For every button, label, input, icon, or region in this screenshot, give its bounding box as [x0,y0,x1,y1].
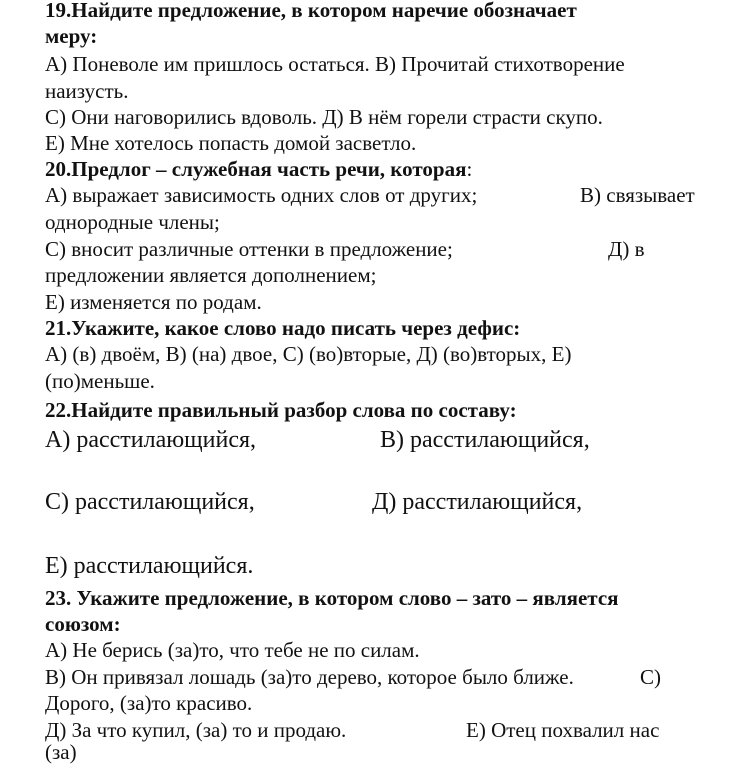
q22-option-a: А) расстилающийся, [45,427,257,453]
q22-title: 22.Найдите правильный разбор слова по составу: [45,398,517,422]
q20-title [45,157,472,181]
q20-option-b: В) связывает [580,183,695,207]
q23-title-line-2: союзом: [45,612,121,636]
q20-option-e: Е) изменяется по родам. [45,290,262,314]
q20-option-d: Д) в [608,237,645,261]
q23-option-c: С) [640,665,661,689]
q20-title-colon: : [466,157,473,181]
q21-options: А) (в) двоём, В) (на) двое, С) (во)вторые, Д) (во)вторых, Е) [45,342,572,366]
q19-option-e: Е) Мне хотелось попасть домой засветло. [45,131,417,155]
q22-option-e: Е) расстилающийся. [45,553,254,579]
q19-options-c-d: С) Они наговорились вдоволь. Д) В нём горели страсти скупо. [45,105,603,129]
q23-title-line-1: 23. Укажите предложение, в котором слово – зато – является [45,586,619,610]
q22-option-b: В) расстилающийся, [380,427,590,453]
q20-option-c: С) вносит различные оттенки в предложение; [45,237,453,261]
q19-title-line-2: меру: [45,24,98,48]
q23-option-e: Е) Отец похвалил нас [466,718,660,742]
q20-option-d-continued: предложении является дополнением; [45,263,377,287]
q23-option-b: В) Он привязал лошадь (за)то дерево, которое было ближе. [45,665,574,689]
q20-option-b-continued: однородные члены; [45,210,220,234]
q23-option-a: А) Не берись (за)то, что тебе не по силам. [45,638,420,662]
q20-title-text: 20.Предлог – служебная часть речи, которая [45,157,467,181]
q19-title-line-1: 19.Найдите предложение, в котором наречие обозначает [45,0,577,22]
q22-option-d: Д) расстилающийся, [372,489,583,515]
q21-title: 21.Укажите, какое слово надо писать через дефис: [45,316,521,340]
q19-option-b-continued: наизусть. [45,79,129,103]
q21-option-e-continued: (по)меньше. [45,369,155,393]
q22-option-c: С) расстилающийся, [45,489,255,515]
q20-option-a: А) выражает зависимость одних слов от других; [45,183,478,207]
q23-option-c-continued: Дорого, (за)то красиво. [45,691,253,715]
q23-option-d: Д) За что купил, (за) то и продаю. [45,718,347,742]
q19-options-a-b: А) Поневоле им пришлось остаться. В) Прочитай стихотворение [45,52,625,76]
q23-option-e-continued: (за) [45,740,77,764]
